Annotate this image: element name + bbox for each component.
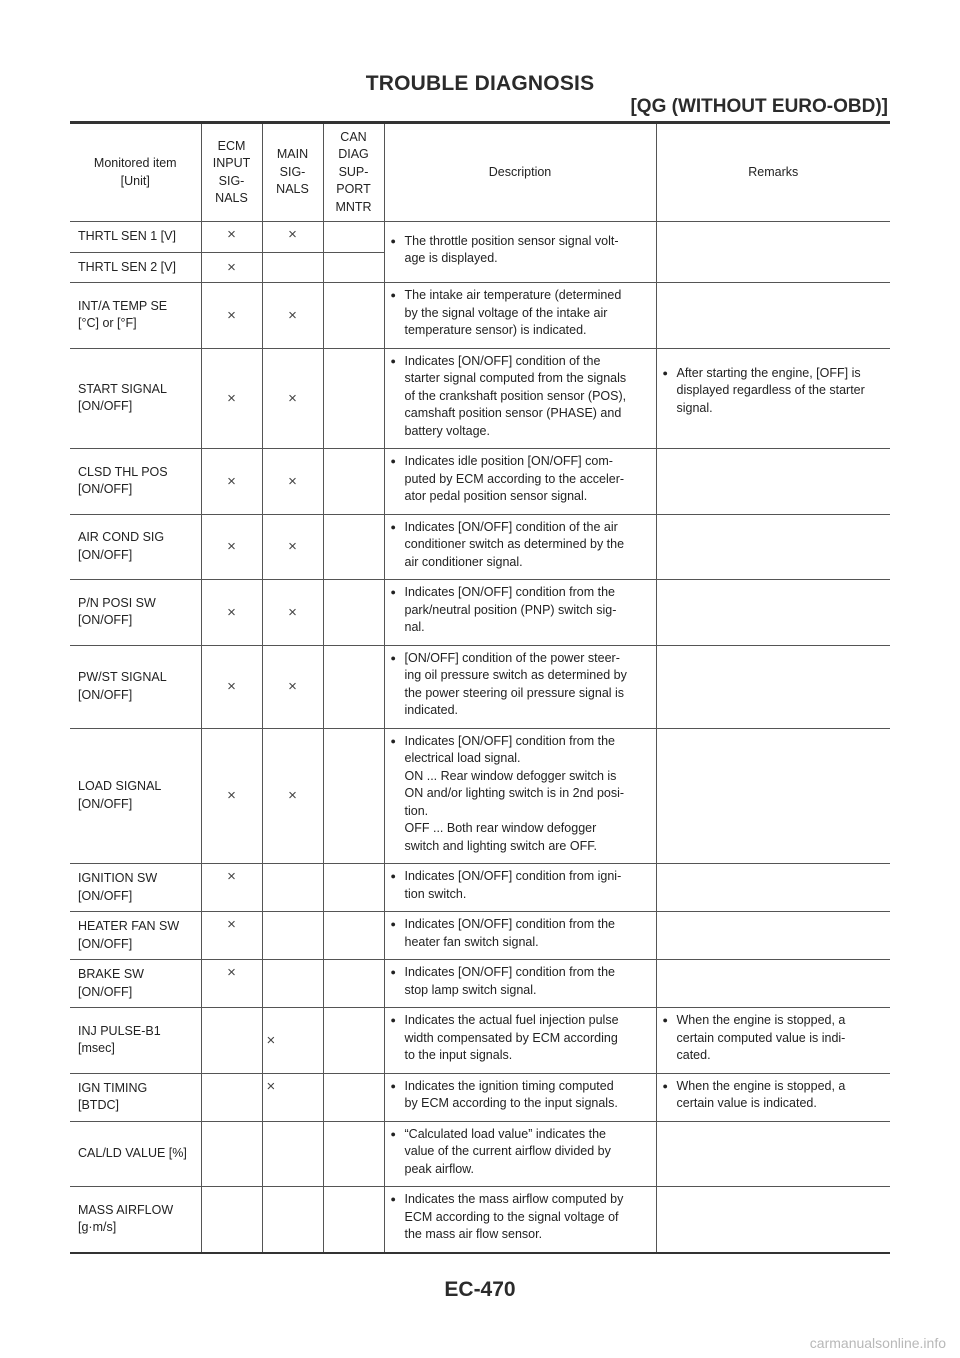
remarks-bullet: ● When the engine is stopped, a certain computed value is indi- cated.	[663, 1012, 885, 1065]
item-description	[384, 1187, 656, 1253]
main-signal-mark	[262, 1187, 323, 1253]
description-bullet: ● Indicates [ON/OFF] condition from igni- tion switch.	[391, 868, 650, 903]
table-row	[70, 912, 890, 960]
description-bullet: ● Indicates [ON/OFF] condition from the heater fan switch signal.	[391, 916, 650, 951]
item-name: CAL/LD VALUE [%]	[70, 1121, 201, 1187]
ecm-input-mark: ×	[201, 222, 262, 253]
item-description	[384, 728, 656, 864]
main-signal-mark	[262, 912, 323, 960]
ecm-input-mark: ×	[201, 252, 262, 283]
ecm-input-mark: ×	[201, 348, 262, 449]
table-row	[70, 728, 890, 864]
ecm-input-mark: ×	[201, 283, 262, 349]
item-remarks	[656, 449, 890, 515]
item-name: PW/ST SIGNAL [ON/OFF]	[70, 645, 201, 728]
ecm-input-mark: ×	[201, 514, 262, 580]
table-row	[70, 1121, 890, 1187]
table-row	[70, 645, 890, 728]
item-description	[384, 1073, 656, 1121]
main-signal-mark: ×	[262, 283, 323, 349]
section-subtitle: [QG (WITHOUT EURO-OBD)]	[630, 96, 888, 117]
item-remarks	[656, 514, 890, 580]
description-bullet: ● Indicates [ON/OFF] condition from the electrical load signal. ON ... Rear window defogger switch is ON and/or lighting switch is in 2nd posi- tion. OFF ... Both rear window defogger switch and lighting switch are OFF.	[391, 733, 650, 856]
main-signal-mark	[262, 864, 323, 912]
table-row	[70, 1008, 890, 1074]
ecm-input-mark: ×	[201, 580, 262, 646]
description-bullet: ● Indicates the ignition timing computed by ECM according to the input signals.	[391, 1078, 650, 1113]
main-signal-mark: ×	[262, 222, 323, 253]
ecm-input-mark: ×	[201, 864, 262, 912]
item-remarks	[656, 645, 890, 728]
description-bullet: ● The throttle position sensor signal volt- age is displayed.	[391, 233, 650, 268]
table-row	[70, 449, 890, 515]
ecm-input-mark: ×	[201, 912, 262, 960]
main-signal-mark: ×	[262, 348, 323, 449]
description-bullet: ● Indicates [ON/OFF] condition from the stop lamp switch signal.	[391, 964, 650, 999]
ecm-input-mark: ×	[201, 645, 262, 728]
item-remarks	[656, 864, 890, 912]
table-header-row	[70, 124, 890, 222]
table-row	[70, 960, 890, 1008]
item-remarks	[656, 960, 890, 1008]
col-header-ecm-input-signals: ECM INPUT SIG- NALS	[201, 124, 262, 222]
can-diag-mark	[323, 912, 384, 960]
page-number: EC-470	[444, 1278, 516, 1301]
description-bullet: ● Indicates the actual fuel injection pulse width compensated by ECM according to the input signals.	[391, 1012, 650, 1065]
item-remarks	[656, 283, 890, 349]
main-signal-mark: ×	[262, 580, 323, 646]
item-name: IGN TIMING [BTDC]	[70, 1073, 201, 1121]
col-header-main-signals: MAIN SIG- NALS	[262, 124, 323, 222]
monitored-items-table	[70, 124, 890, 1254]
item-remarks	[656, 222, 890, 283]
can-diag-mark	[323, 514, 384, 580]
can-diag-mark	[323, 728, 384, 864]
item-remarks	[656, 1008, 890, 1074]
item-name: BRAKE SW [ON/OFF]	[70, 960, 201, 1008]
item-description	[384, 514, 656, 580]
table-row	[70, 348, 890, 449]
ecm-input-mark: ×	[201, 728, 262, 864]
ecm-input-mark: ×	[201, 960, 262, 1008]
can-diag-mark	[323, 645, 384, 728]
main-signal-mark: ×	[262, 645, 323, 728]
main-signal-mark: ×	[262, 1073, 323, 1121]
item-name: THRTL SEN 2 [V]	[70, 252, 201, 283]
main-signal-mark: ×	[262, 728, 323, 864]
col-header-can-diag-support: CAN DIAG SUP- PORT MNTR	[323, 124, 384, 222]
main-signal-mark	[262, 960, 323, 1008]
item-name: LOAD SIGNAL [ON/OFF]	[70, 728, 201, 864]
can-diag-mark	[323, 864, 384, 912]
item-description	[384, 960, 656, 1008]
table-row	[70, 580, 890, 646]
item-remarks	[656, 912, 890, 960]
table-row	[70, 222, 890, 253]
can-diag-mark	[323, 252, 384, 283]
table-row	[70, 283, 890, 349]
can-diag-mark	[323, 1187, 384, 1253]
item-description	[384, 1008, 656, 1074]
description-bullet: ● The intake air temperature (determined by the signal voltage of the intake air temperature sensor) is indicated.	[391, 287, 650, 340]
can-diag-mark	[323, 222, 384, 253]
item-description	[384, 283, 656, 349]
ecm-input-mark	[201, 1008, 262, 1074]
item-name: CLSD THL POS [ON/OFF]	[70, 449, 201, 515]
item-remarks	[656, 1073, 890, 1121]
table-row	[70, 864, 890, 912]
description-bullet: ● Indicates the mass airflow computed by ECM according to the signal voltage of the mass air flow sensor.	[391, 1191, 650, 1244]
ecm-input-mark	[201, 1121, 262, 1187]
ecm-input-mark	[201, 1073, 262, 1121]
ecm-input-mark	[201, 1187, 262, 1253]
remarks-bullet: ● When the engine is stopped, a certain value is indicated.	[663, 1078, 885, 1113]
description-bullet: ● Indicates idle position [ON/OFF] com- puted by ECM according to the acceler- ator pedal position sensor signal.	[391, 453, 650, 506]
item-name: INT/A TEMP SE [°C] or [°F]	[70, 283, 201, 349]
item-remarks	[656, 348, 890, 449]
description-bullet: ● [ON/OFF] condition of the power steer- ing oil pressure switch as determined by the power steering oil pressure signal is indicated.	[391, 650, 650, 720]
item-name: IGNITION SW [ON/OFF]	[70, 864, 201, 912]
page-title: TROUBLE DIAGNOSIS	[365, 72, 595, 95]
table-row	[70, 1073, 890, 1121]
can-diag-mark	[323, 1008, 384, 1074]
item-description	[384, 348, 656, 449]
item-description	[384, 580, 656, 646]
ecm-input-mark: ×	[201, 449, 262, 515]
can-diag-mark	[323, 348, 384, 449]
item-name: START SIGNAL [ON/OFF]	[70, 348, 201, 449]
item-name: P/N POSI SW [ON/OFF]	[70, 580, 201, 646]
item-name: THRTL SEN 1 [V]	[70, 222, 201, 253]
can-diag-mark	[323, 449, 384, 515]
can-diag-mark	[323, 1121, 384, 1187]
description-bullet: ● “Calculated load value” indicates the value of the current airflow divided by peak airflow.	[391, 1126, 650, 1179]
table-row	[70, 1187, 890, 1253]
item-name: MASS AIRFLOW [g·m/s]	[70, 1187, 201, 1253]
item-description	[384, 645, 656, 728]
item-description	[384, 1121, 656, 1187]
description-bullet: ● Indicates [ON/OFF] condition from the park/neutral position (PNP) switch sig- nal.	[391, 584, 650, 637]
item-description	[384, 864, 656, 912]
can-diag-mark	[323, 580, 384, 646]
remarks-bullet: ● After starting the engine, [OFF] is displayed regardless of the starter signal.	[663, 365, 885, 418]
description-bullet: ● Indicates [ON/OFF] condition of the starter signal computed from the signals of the crankshaft position sensor (POS), camshaft position sensor (PHASE) and battery voltage.	[391, 353, 650, 441]
item-name: INJ PULSE-B1 [msec]	[70, 1008, 201, 1074]
item-remarks	[656, 580, 890, 646]
item-remarks	[656, 1121, 890, 1187]
watermark: carmanualsonline.info	[809, 1335, 946, 1351]
item-remarks	[656, 1187, 890, 1253]
can-diag-mark	[323, 283, 384, 349]
main-signal-mark: ×	[262, 1008, 323, 1074]
item-description	[384, 912, 656, 960]
main-signal-mark: ×	[262, 449, 323, 515]
description-bullet: ● Indicates [ON/OFF] condition of the air conditioner switch as determined by the air conditioner signal.	[391, 519, 650, 572]
item-remarks	[656, 728, 890, 864]
table-row	[70, 514, 890, 580]
col-header-monitored-item: Monitored item [Unit]	[70, 124, 201, 222]
item-name: AIR COND SIG [ON/OFF]	[70, 514, 201, 580]
main-signal-mark	[262, 252, 323, 283]
item-description	[384, 449, 656, 515]
can-diag-mark	[323, 960, 384, 1008]
col-header-remarks: Remarks	[656, 124, 890, 222]
item-description	[384, 222, 656, 283]
col-header-description: Description	[384, 124, 656, 222]
can-diag-mark	[323, 1073, 384, 1121]
main-signal-mark: ×	[262, 514, 323, 580]
item-name: HEATER FAN SW [ON/OFF]	[70, 912, 201, 960]
main-signal-mark	[262, 1121, 323, 1187]
